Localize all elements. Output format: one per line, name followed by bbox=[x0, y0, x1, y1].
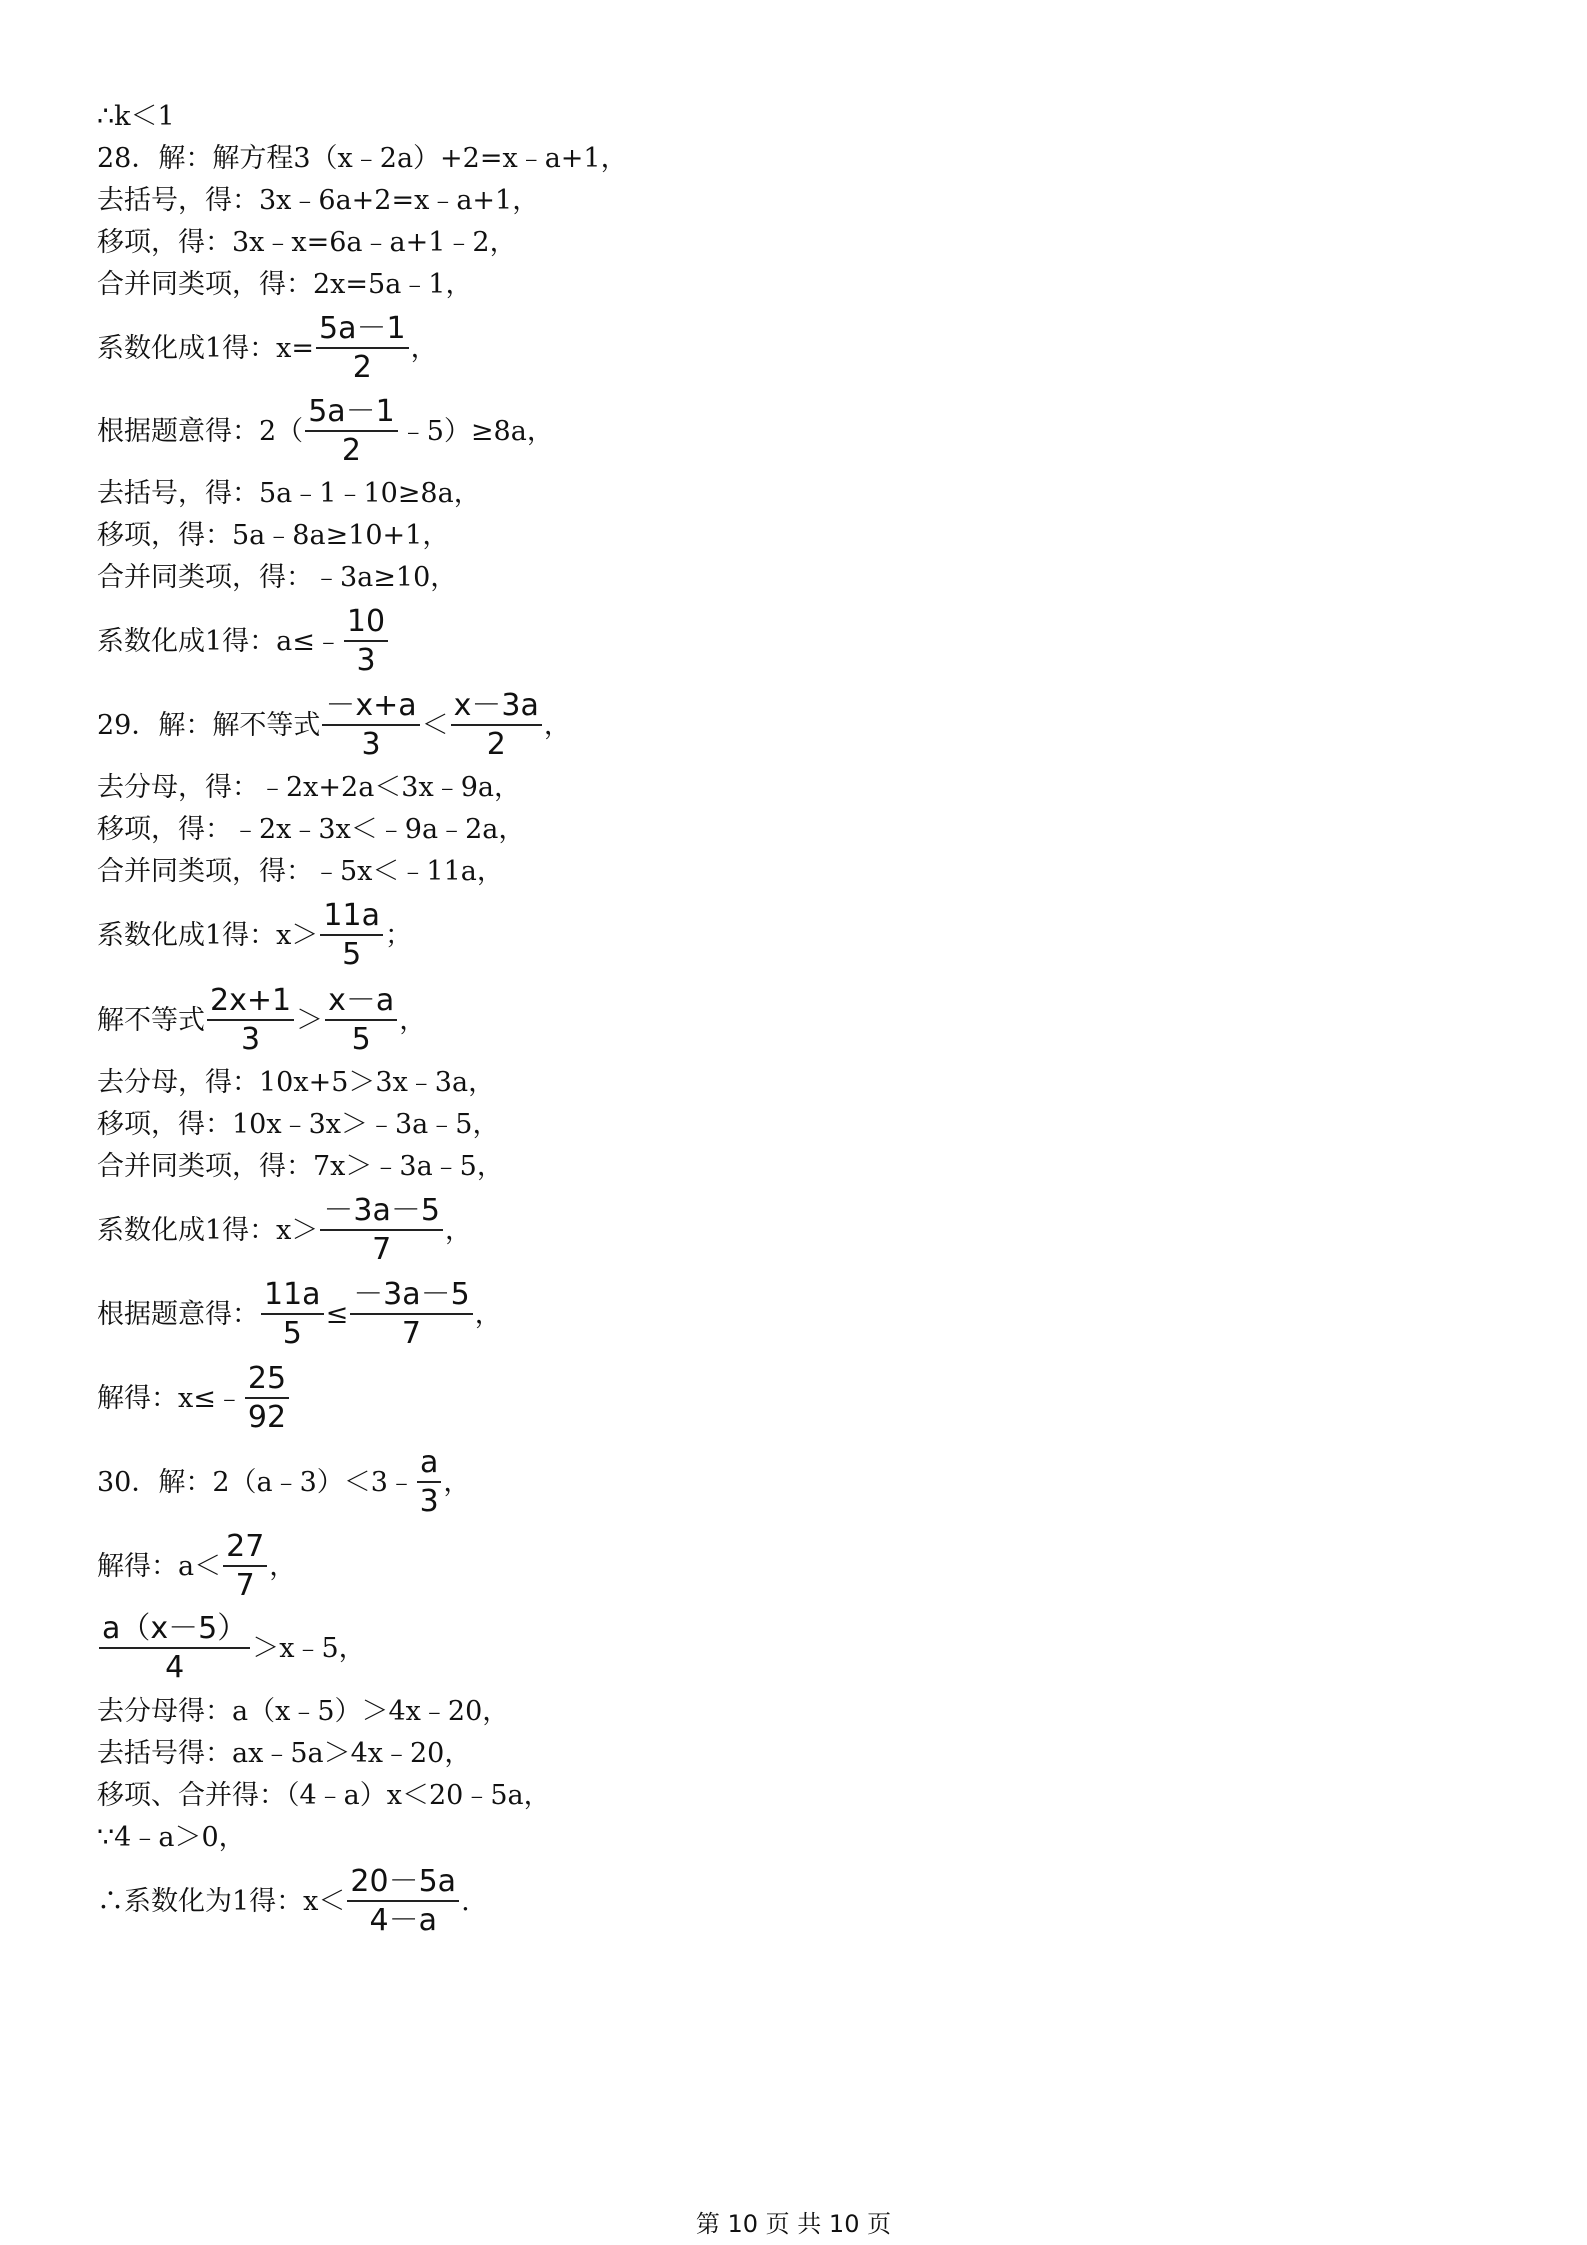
line-text: 30．解：2（a﹣3）＜3﹣ bbox=[97, 1466, 415, 1498]
line-text: 合并同类项，得：﹣3a≥10， bbox=[97, 562, 458, 593]
fraction bbox=[245, 1363, 289, 1433]
text-line bbox=[97, 1069, 495, 1096]
line-text-suffix: ， bbox=[444, 1214, 472, 1246]
fraction-denominator: 4 bbox=[165, 1649, 185, 1685]
line-text-suffix: ； bbox=[384, 919, 412, 951]
line-text-suffix: ， bbox=[474, 1298, 502, 1330]
line-text-suffix: ， bbox=[410, 332, 438, 364]
line-text: ∴系数化为1得：x＜ bbox=[97, 1885, 346, 1917]
fraction-denominator: 2 bbox=[341, 432, 362, 468]
text-line bbox=[97, 103, 175, 130]
fraction-denominator: 3 bbox=[356, 642, 376, 678]
fraction-numerator: 11a bbox=[261, 1279, 324, 1315]
text-line bbox=[97, 816, 525, 843]
fraction bbox=[320, 1195, 443, 1265]
fraction-numerator: 20－5a bbox=[347, 1866, 459, 1902]
line-text-suffix: ， bbox=[269, 1550, 297, 1582]
fraction-denominator: 92 bbox=[247, 1399, 287, 1435]
line-text: 去括号，得：3x﹣6a+2=x﹣a+1， bbox=[97, 185, 540, 216]
text-line bbox=[97, 690, 571, 760]
fraction bbox=[451, 690, 542, 760]
text-line bbox=[97, 564, 457, 591]
text-line bbox=[97, 774, 521, 801]
line-text: 去分母，得：10x+5＞3x﹣3a， bbox=[97, 1067, 496, 1098]
line-text: 去分母得：a（x﹣5）＞4x﹣20， bbox=[97, 1696, 510, 1727]
text-line bbox=[97, 1866, 470, 1936]
line-text-suffix: ， bbox=[543, 709, 571, 741]
line-text: 根据题意得：2（ bbox=[97, 415, 304, 447]
text-line bbox=[97, 271, 472, 298]
line-text: 移项，得：10x﹣3x＞﹣3a﹣5， bbox=[97, 1109, 500, 1140]
line-text-suffix: ﹣5）≥8a， bbox=[399, 415, 554, 447]
text-line bbox=[97, 145, 628, 172]
fraction-numerator: 25 bbox=[245, 1363, 289, 1399]
line-text: 合并同类项，得：7x＞﹣3a﹣5， bbox=[97, 1151, 504, 1182]
text-line bbox=[97, 858, 504, 885]
relation-symbol: ≤ bbox=[325, 1298, 349, 1330]
line-text: 系数化成1得：x= bbox=[97, 332, 315, 364]
fraction-denominator: 5 bbox=[351, 1021, 371, 1057]
line-text: 解得：x≤﹣ bbox=[97, 1382, 243, 1414]
fraction-numerator: 10 bbox=[344, 606, 388, 642]
fraction bbox=[325, 985, 397, 1055]
line-text-suffix: ＞x﹣5， bbox=[252, 1632, 366, 1664]
line-text-suffix: ， bbox=[443, 1466, 471, 1498]
fraction-denominator: 3 bbox=[361, 726, 381, 762]
fraction-numerator: 5a－1 bbox=[305, 396, 398, 432]
line-text: 系数化成1得：x＞ bbox=[97, 1214, 319, 1246]
text-line bbox=[97, 229, 517, 256]
line-text: 解得：a＜ bbox=[97, 1550, 222, 1582]
line-text-suffix: ， bbox=[399, 1004, 427, 1036]
fraction-numerator: x－3a bbox=[451, 690, 542, 726]
page-footer: 第 10 页 共 10 页 bbox=[695, 2210, 892, 2238]
fraction-denominator: 4－a bbox=[369, 1902, 437, 1938]
fraction-denominator: 3 bbox=[419, 1483, 439, 1519]
text-line bbox=[97, 396, 554, 466]
fraction-denominator: 2 bbox=[486, 726, 506, 762]
line-text: 合并同类项，得：﹣5x＜﹣11a， bbox=[97, 856, 504, 887]
fraction bbox=[344, 606, 388, 676]
line-text: ∵4﹣a＞0， bbox=[97, 1822, 246, 1853]
text-line bbox=[97, 1698, 509, 1725]
fraction bbox=[207, 985, 294, 1055]
line-text: 系数化成1得：a≤﹣ bbox=[97, 625, 342, 657]
text-line bbox=[97, 1782, 551, 1809]
line-text: 移项，得：3x﹣x=6a﹣a+1﹣2， bbox=[97, 227, 517, 258]
fraction bbox=[305, 396, 398, 466]
relation-symbol: ＜ bbox=[421, 709, 449, 741]
text-line bbox=[97, 1153, 504, 1180]
relation-symbol: ＞ bbox=[296, 1004, 324, 1036]
fraction-numerator: －x+a bbox=[322, 690, 419, 726]
fraction bbox=[99, 1613, 250, 1683]
line-text: 根据题意得： bbox=[97, 1298, 259, 1330]
fraction bbox=[347, 1866, 459, 1936]
line-text: 系数化成1得：x＞ bbox=[97, 919, 319, 951]
line-text: 合并同类项，得：2x=5a﹣1， bbox=[97, 269, 473, 300]
line-text: 去括号得：ax﹣5a＞4x﹣20， bbox=[97, 1738, 472, 1769]
text-line bbox=[97, 1824, 246, 1851]
fraction-denominator: 7 bbox=[235, 1567, 255, 1603]
line-text: 29．解：解不等式 bbox=[97, 709, 321, 741]
fraction-numerator: 5a－1 bbox=[316, 313, 409, 349]
text-line bbox=[97, 522, 449, 549]
text-line bbox=[97, 606, 390, 676]
line-text: ∴k＜1 bbox=[97, 101, 175, 132]
fraction-numerator: －3a－5 bbox=[350, 1279, 473, 1315]
text-line bbox=[97, 985, 426, 1055]
fraction-denominator: 5 bbox=[282, 1315, 302, 1351]
fraction-denominator: 2 bbox=[352, 349, 372, 385]
fraction bbox=[417, 1447, 441, 1517]
fraction-numerator: －3a－5 bbox=[320, 1195, 443, 1231]
line-text: 28．解：解方程3（x﹣2a）+2=x﹣a+1， bbox=[97, 143, 628, 174]
fraction bbox=[261, 1279, 324, 1349]
fraction-denominator: 3 bbox=[240, 1021, 261, 1057]
fraction bbox=[320, 900, 383, 970]
text-line bbox=[97, 313, 438, 383]
fraction-numerator: a bbox=[417, 1447, 441, 1483]
text-line bbox=[97, 480, 481, 507]
fraction-numerator: 11a bbox=[320, 900, 383, 936]
text-line bbox=[97, 1613, 366, 1683]
fraction-numerator: a（x－5） bbox=[99, 1613, 250, 1649]
fraction bbox=[350, 1279, 473, 1349]
fraction-numerator: x－a bbox=[325, 985, 397, 1021]
line-text: 移项，得：5a﹣8a≥10+1， bbox=[97, 520, 450, 551]
fraction bbox=[316, 313, 409, 383]
text-line bbox=[97, 900, 412, 970]
line-text: 解不等式 bbox=[97, 1004, 205, 1036]
fraction bbox=[223, 1531, 267, 1601]
text-line bbox=[97, 1363, 291, 1433]
text-line bbox=[97, 1447, 470, 1517]
line-text: 去括号，得：5a﹣1﹣10≥8a， bbox=[97, 478, 481, 509]
fraction-numerator: 27 bbox=[223, 1531, 267, 1567]
fraction-denominator: 7 bbox=[372, 1231, 392, 1267]
line-text: 移项、合并得：（4﹣a）x＜20﹣5a， bbox=[97, 1780, 551, 1811]
text-line bbox=[97, 1195, 472, 1265]
text-line bbox=[97, 1279, 502, 1349]
text-line bbox=[97, 1531, 296, 1601]
line-text-suffix: . bbox=[461, 1885, 470, 1917]
text-line bbox=[97, 1740, 471, 1767]
text-line bbox=[97, 187, 539, 214]
fraction bbox=[322, 690, 419, 760]
line-text: 移项，得：﹣2x﹣3x＜﹣9a﹣2a， bbox=[97, 814, 526, 845]
fraction-denominator: 5 bbox=[342, 936, 362, 972]
line-text: 去分母，得：﹣2x+2a＜3x﹣9a， bbox=[97, 772, 521, 803]
fraction-denominator: 7 bbox=[401, 1315, 422, 1351]
fraction-numerator: 2x+1 bbox=[207, 985, 294, 1021]
text-line bbox=[97, 1111, 499, 1138]
